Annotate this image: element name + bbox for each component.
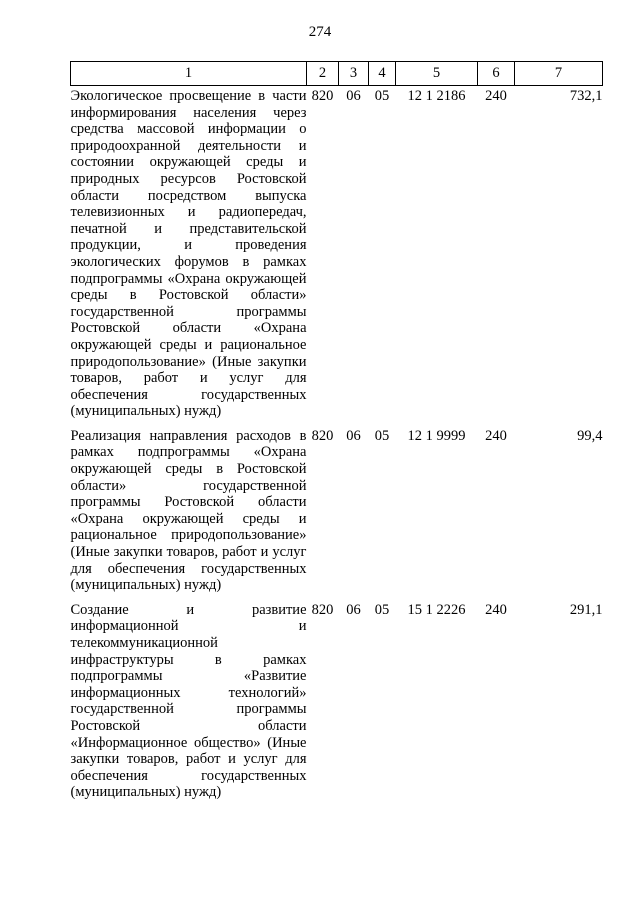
budget-table <box>70 61 603 807</box>
section-code: 06 <box>346 427 361 444</box>
section-code: 06 <box>346 88 361 104</box>
column-header: 3 <box>339 62 369 86</box>
expense-type-code: 240 <box>485 88 507 104</box>
column-header: 1 <box>71 62 307 86</box>
expense-description: Создание и развитие информационной и телекоммуникационной инфраструктуры в рамках подпрограммы «Развитие информационных технологий» государственной программы Ростовской области «Информационное общество» (Иные закупки товаров, работ и услуг для обеспечения государственных (муниципальных) нужд) <box>70 601 307 801</box>
expense-description: Экологическое просвещение в части информирования населения через средства массовой информации о природоохранной деятельности и состоянии окружающей среды и природных ресурсов Ростовской области посредством выпуска телевизионных и радиопередач, печатной и представительской продукции, и проведения экологических форумов в рамках подпрограммы «Охрана окружающей среды в Ростовской области» государственной программы Ростовской области «Охрана окружающей среды и рациональное природопользование» (Иные закупки товаров, работ и услуг для обеспечения государственных (муниципальных) нужд) <box>70 88 307 420</box>
subsection-code: 05 <box>374 427 390 444</box>
ministry-code: 820 <box>311 427 334 444</box>
expense-type-code: 240 <box>485 601 507 618</box>
target-article-code: 12 1 9999 <box>407 427 466 444</box>
subsection-code: 05 <box>374 601 390 618</box>
column-header: 2 <box>307 62 339 86</box>
amount: 732,1 <box>569 88 603 104</box>
ministry-code: 820 <box>311 601 334 618</box>
expense-type-code: 240 <box>485 427 507 444</box>
column-header: 6 <box>478 62 515 86</box>
expense-description: Реализация направления расходов в рамках подпрограммы «Охрана окружающей среды в Ростовской области» государственной программы Ростовской области «Охрана окружающей среды и рациональное природопользование» (Иные закупки товаров, работ и услуг для обеспечения государственных (муниципальных) нужд) <box>70 427 307 594</box>
column-header: 7 <box>515 62 603 86</box>
table-header-row <box>71 62 603 86</box>
table-row <box>71 426 603 600</box>
page-number: 274 <box>308 24 332 40</box>
table-row <box>71 86 603 426</box>
table-row <box>71 600 603 807</box>
column-header: 4 <box>369 62 396 86</box>
target-article-code: 15 1 2226 <box>407 601 466 618</box>
target-article-code: 12 1 2186 <box>407 88 466 104</box>
amount: 99,4 <box>577 427 603 444</box>
subsection-code: 05 <box>374 88 390 104</box>
column-header: 5 <box>396 62 478 86</box>
section-code: 06 <box>346 601 361 618</box>
amount: 291,1 <box>569 601 603 618</box>
ministry-code: 820 <box>311 88 334 104</box>
